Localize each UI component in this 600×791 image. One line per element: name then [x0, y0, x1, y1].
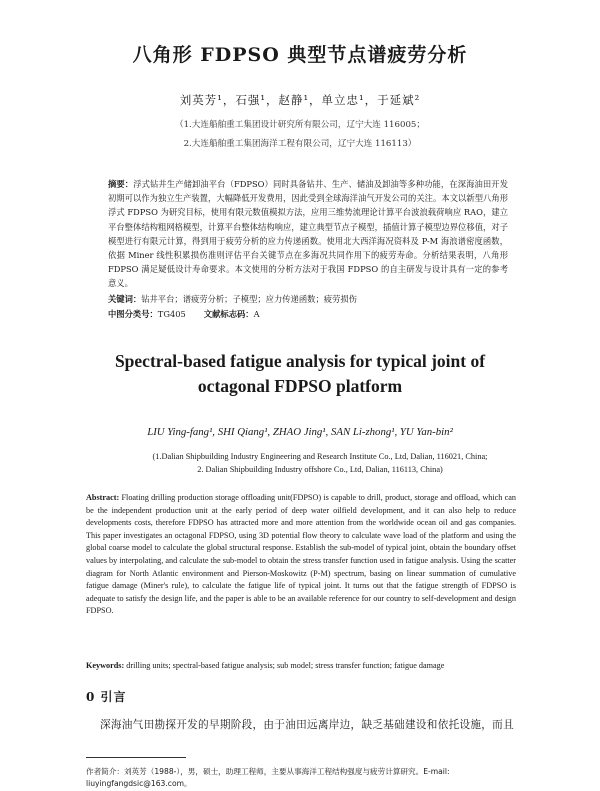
chinese-abstract-text: 浮式钻井生产储卸油平台（FDPSO）同时具备钻井、生产、储油及卸油等多种功能，在深海油田开发初期可以作为独立生产装置，大幅降低开发费用，因此受到全球海洋油气开发公司的关注。本文以新型八角形浮式 FDPSO 为研究目标，使用有限元数值模拟方法，应用三维势流理论计算平台波浪载荷响应 RAO，建立平台整体结构粗网格模型，计算平台整体结构响应，建立典型节点子模型，插值计算子模型边界位移值，对子模型进行有限元计算，得到用于疲劳分析的应力传递函数。使用北大西洋海况资料及 P-M 海浪谱密度函数，依据 Miner 线性积累损伤准则评估平台关键节点在多海况共同作用下的疲劳寿命。分析结果表明，八角形 FDPSO 满足疑低设计寿命要求。本文使用的分析方法对于我国 FDPSO 的自主研发与设计具有一定的参考意义。: [108, 179, 508, 289]
chinese-keywords: [108, 293, 528, 305]
english-title: [0, 349, 600, 399]
chinese-keywords-text: 钻井平台；谱疲劳分析；子模型；应力传递函数；疲劳损伤: [141, 294, 357, 304]
chinese-abstract: [108, 177, 508, 291]
english-title-line-1: Spectral-based fatigue analysis for typical joint of: [114, 351, 486, 371]
chinese-keywords-label: 关键词：: [108, 294, 142, 304]
document-code-value: A: [253, 309, 260, 319]
chinese-affiliation-1: （1.大连船舶重工集团设计研究所有限公司，辽宁大连 116005；: [175, 120, 425, 130]
english-keywords-text: drilling units; spectral-based fatigue analysis; sub model; stress transfer function; fatigue damage: [126, 661, 445, 670]
english-affiliation-1: (1.Dalian Shipbuilding Industry Engineering and Research Institute Co., Ltd, Dalian, 116021, China;: [152, 452, 488, 461]
document-code-label: 文献标志码：: [203, 309, 254, 319]
english-abstract-text: Floating drilling production storage offloading unit(FDPSO) is capable to drill, product, storage and offload, which can be the independent production unit at the early period of deep water oilfield development, and it can also help to reduce developments costs, therefore FDPSO has attracted more and more attention from the worldwide ocean oil and gas companies. This paper investigates an octagonal FDPSO, using 3D potential flow theory to calculate wave load of the platform and using the global coarse model to calculate the global structural response. Establish the sub-model of typical joint, obtain the boundary offset values by interpolating, and calculate the sub-model to obtain the stress transfer function used in fatigue analysis. Using the scatter diagram for North Atlantic environment and Pierson-Moskowitz (P-M) spectrum, basing on linear summation of cumulative fatigue damage (Miner's rule), to calculate the fatigue life of typical joint. It turns out that the fatigue strength of FDPSO is adequate to satisfy the design life, and the paper is able to be an available reference for our country to self-development and design FDPSO.: [86, 493, 516, 616]
footnote-divider: [86, 757, 186, 758]
english-keywords-label: Keywords:: [86, 661, 125, 670]
english-abstract-label: Abstract:: [86, 493, 120, 502]
author-footnote: [86, 766, 526, 790]
english-abstract: [86, 492, 516, 618]
chinese-affiliation-2: 2.大连船舶重工集团海洋工程有限公司，辽宁大连 116113）: [183, 139, 417, 149]
footnote-email: liuyingfangdsic@163.com。: [86, 779, 192, 788]
english-authors: LIU Ying-fang¹, SHI Qiang¹, ZHAO Jing¹, SAN Li-zhong¹, YU Yan-bin²: [147, 426, 453, 438]
english-keywords: [86, 661, 526, 670]
chinese-abstract-label: 摘要：: [108, 179, 134, 189]
english-affiliation-2: 2. Dalian Shipbuilding Industry offshore Co., Ltd, Dalian, 116113, China): [197, 465, 443, 474]
section-heading-introduction: 0 引言: [86, 690, 127, 704]
class-number-label: 中图分类号：: [108, 309, 158, 319]
class-number-value: TG405: [157, 309, 186, 319]
introduction-first-line: 深海油气田勘探开发的早期阶段，由于油田远离岸边，缺乏基础建设和依托设施，而且: [100, 719, 514, 731]
chinese-authors: 刘英芳¹，石强¹，赵静¹，单立忠¹，于延斌²: [179, 93, 421, 107]
classification-line: [108, 308, 528, 320]
footnote-line-1: 作者简介：刘英芳（1988-），男，硕士，助理工程师，主要从事海洋工程结构强度与疲劳计算研究。E-mail:: [86, 767, 450, 776]
chinese-title: 八角形 FDPSO 典型节点谱疲劳分析: [132, 44, 468, 66]
english-title-line-2: octagonal FDPSO platform: [197, 376, 403, 396]
